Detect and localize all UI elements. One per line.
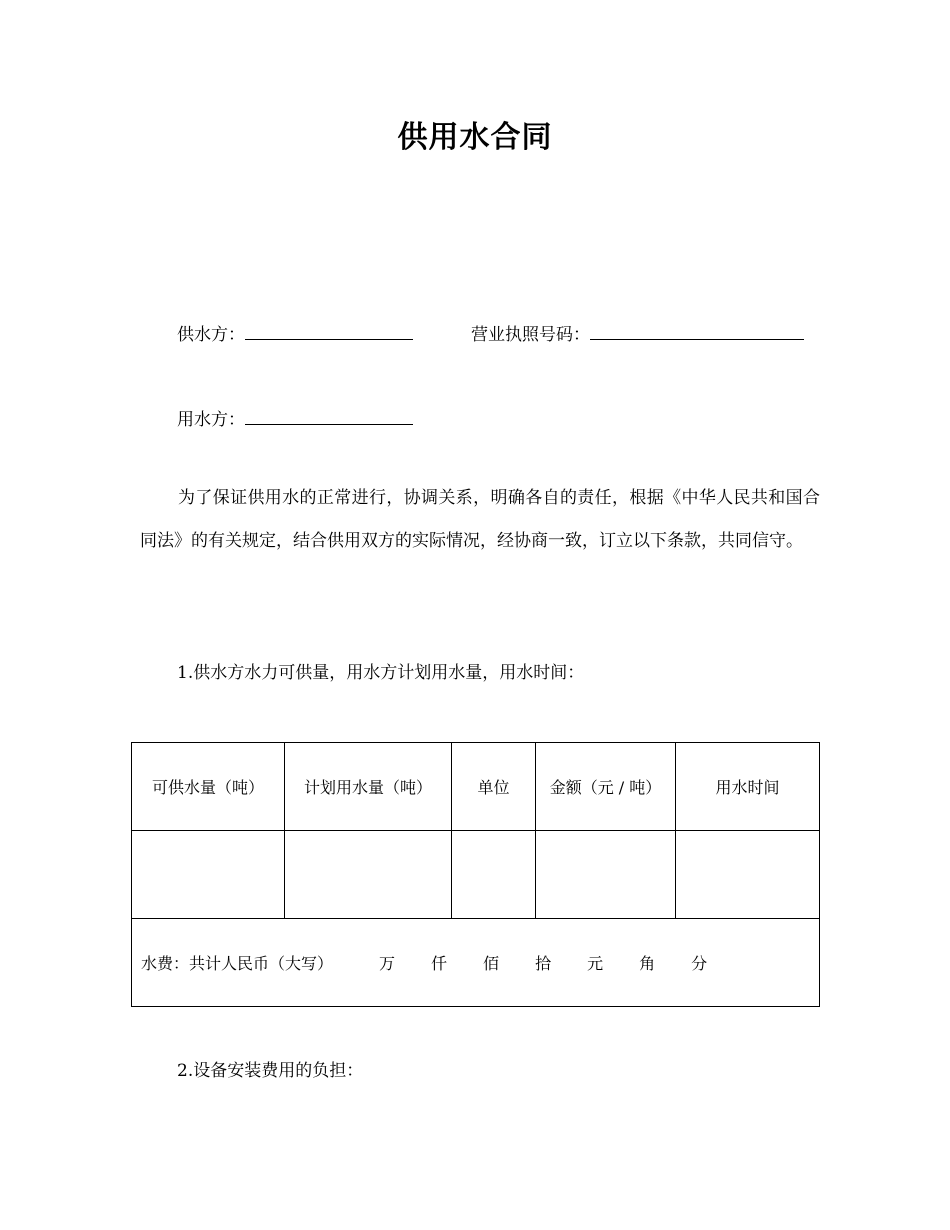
document-title: 供用水合同 <box>397 120 553 155</box>
header-cell: 可供水量（吨） <box>132 743 285 831</box>
table-cell[interactable] <box>132 831 285 919</box>
clause-2: 2.设备安装费用的负担： <box>177 1061 364 1081</box>
header-cell: 计划用水量（吨） <box>285 743 452 831</box>
fee-unit: 元 <box>587 954 604 973</box>
license-line <box>471 320 804 345</box>
header-cell: 用水时间 <box>676 743 820 831</box>
user-label: 用水方： <box>177 410 245 430</box>
table-cell[interactable] <box>676 831 820 919</box>
user-line <box>177 405 413 430</box>
license-blank[interactable] <box>590 323 804 340</box>
fee-unit: 佰 <box>483 954 500 973</box>
intro-paragraph: 为了保证供用水的正常进行，协调关系，明确各自的责任，根据《中华人民共和国合同法》的有关规定，结合供用双方的实际情况，经协商一致，订立以下条款，共同信守。 <box>140 488 820 551</box>
header-cell: 单位 <box>452 743 536 831</box>
clause-1: 1.供水方水力可供量，用水方计划用水量，用水时间： <box>177 663 585 683</box>
table-cell[interactable] <box>452 831 536 919</box>
fee-unit: 角 <box>639 954 656 973</box>
fee-unit: 仟 <box>431 954 448 973</box>
header-cell: 金额（元 / 吨） <box>536 743 676 831</box>
fee-cell <box>132 919 820 1007</box>
table-header-row <box>132 743 820 831</box>
fee-unit: 万 <box>379 954 396 973</box>
license-label: 营业执照号码： <box>471 325 590 345</box>
fee-label: 水费：共计人民币（大写） <box>141 954 334 973</box>
fee-row <box>132 919 820 1007</box>
supplier-label: 供水方： <box>177 325 245 345</box>
fee-unit: 分 <box>691 954 708 973</box>
supplier-line <box>177 320 413 345</box>
table-cell[interactable] <box>536 831 676 919</box>
table-row <box>132 831 820 919</box>
user-blank[interactable] <box>245 408 413 425</box>
water-supply-table <box>131 742 820 1007</box>
table-cell[interactable] <box>285 831 452 919</box>
fee-unit: 拾 <box>535 954 552 973</box>
supplier-blank[interactable] <box>245 323 413 340</box>
